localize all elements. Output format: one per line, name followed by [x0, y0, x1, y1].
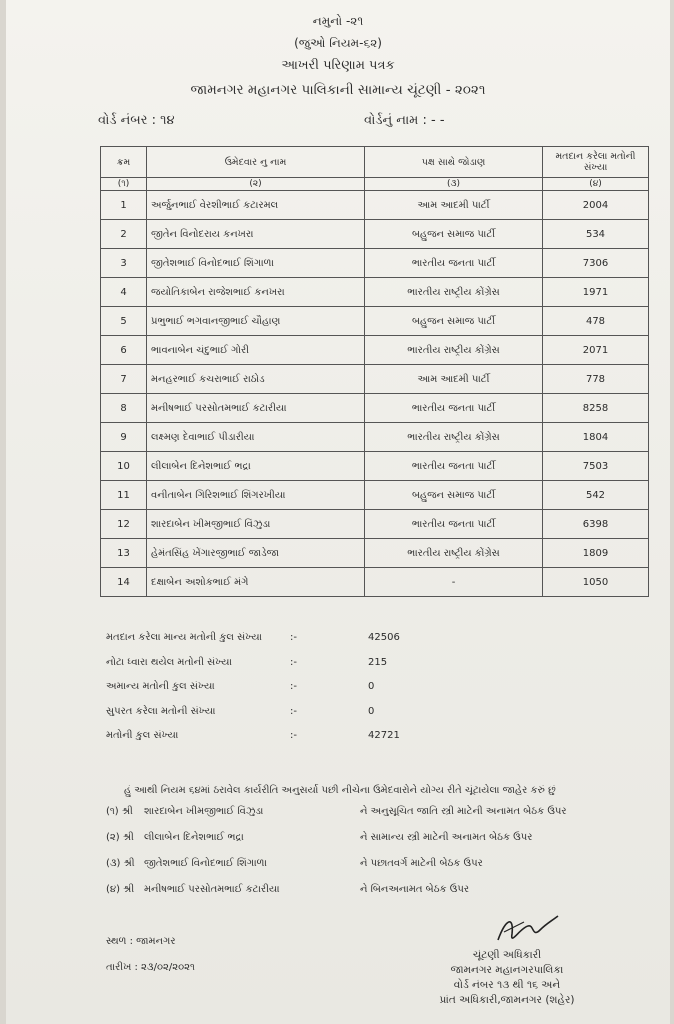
cell-votes: 2004: [543, 191, 649, 220]
col-header-votes: મતદાન કરેલા મતોની સંખ્યા: [543, 147, 649, 178]
cell-party: બહુજન સમાજ પાર્ટી: [365, 220, 543, 249]
winners-list: [106, 806, 626, 910]
officer-line: પ્રાંત અધિકારી,જામનગર (શહેર): [439, 994, 575, 1006]
winner-name: જીતેશભાઈ વિનોદભાઈ શિંગાળા: [144, 858, 267, 869]
col-header-party: પક્ષ સાથે જોડાણ: [365, 147, 543, 178]
cell-party: ભારતીય જનતા પાર્ટી: [365, 394, 543, 423]
summary-value: 0: [368, 705, 375, 717]
cell-serial: 12: [101, 510, 147, 539]
winner-name: શારદાબેન ખીમજીભાઈ વિંઝુડા: [144, 806, 264, 817]
winner-number: (૩) શ્રી: [106, 858, 135, 869]
summary-value: 215: [368, 656, 388, 668]
col-index: (૪): [543, 178, 649, 191]
summary-label: સુપરત કરેલા મતોની સંખ્યા: [106, 705, 216, 717]
cell-candidate: અર્જુનભાઈ વેરશીભાઈ કટારમલ: [147, 191, 365, 220]
cell-serial: 6: [101, 336, 147, 365]
declaration-text: હું આથી નિયમ ૬૪માં ઠરાવેલ કાર્યરીતિ અનુસર્યા પછી નીચેના ઉમેદવારોને યોગ્ય રીતે ચૂંટાયેલા જાહેર કરું છું: [124, 785, 556, 796]
table-row: [101, 510, 649, 539]
winner-number: (૨) શ્રી: [106, 832, 134, 843]
cell-party: ભારતીય જનતા પાર્ટી: [365, 452, 543, 481]
col-header-serial: ક્રમ: [101, 147, 147, 178]
rule-reference: (જુઓ નિયમ-૬૨): [294, 36, 382, 50]
col-index: (૩): [365, 178, 543, 191]
summary-value: 42721: [368, 730, 400, 741]
cell-candidate: શારદાબેન ખીમજીભાઈ વિંઝુડા: [147, 510, 365, 539]
cell-candidate: લીલાબેન દિનેશભાઈ ભદ્રા: [147, 452, 365, 481]
cell-party: આમ આદમી પાર્ટી: [365, 365, 543, 394]
table-header-row: [101, 147, 649, 178]
summary-colon: :-: [290, 730, 297, 741]
ward-number: વોર્ડ નંબર : ૧૪: [98, 113, 175, 128]
cell-serial: 7: [101, 365, 147, 394]
cell-serial: 11: [101, 481, 147, 510]
ward-name: વોર્ડનું નામ : - -: [364, 113, 445, 128]
cell-votes: 8258: [543, 394, 649, 423]
place-label: સ્થળ : જામનગર: [106, 936, 176, 947]
table-row: [101, 336, 649, 365]
winner-row: [106, 884, 626, 910]
vote-summary: [106, 632, 506, 755]
cell-candidate: મનીષભાઈ પરસોતમભાઈ કટારીયા: [147, 394, 365, 423]
cell-votes: 2071: [543, 336, 649, 365]
winner-row: [106, 832, 626, 858]
summary-row: [106, 730, 506, 755]
table-row: [101, 568, 649, 597]
table-row: [101, 249, 649, 278]
cell-party: બહુજન સમાજ પાર્ટી: [365, 307, 543, 336]
cell-serial: 10: [101, 452, 147, 481]
col-index: (૧): [101, 178, 147, 191]
table-row: [101, 365, 649, 394]
date-label: તારીખ : ૨૩/૦૨/૨૦૨૧: [106, 962, 195, 973]
winner-number: (૪) શ્રી: [106, 884, 135, 895]
officer-title: ચૂંટણી અધિકારી: [472, 949, 542, 961]
table-index-row: [101, 178, 649, 191]
summary-label: મતદાન કરેલા માન્ય મતોની કુલ સંખ્યા: [106, 632, 262, 643]
table-row: [101, 481, 649, 510]
cell-party: -: [365, 568, 543, 597]
summary-label: નોટા ધ્વારા થયેલ મતોની સંખ્યા: [106, 656, 232, 668]
cell-votes: 1804: [543, 423, 649, 452]
cell-candidate: મનહરભાઈ કચરાભાઈ રાઠોડ: [147, 365, 365, 394]
col-index: (૨): [147, 178, 365, 191]
summary-row: [106, 657, 506, 682]
cell-votes: 7503: [543, 452, 649, 481]
winner-name: મનીષભાઈ પરસોતમભાઈ કટારીયા: [144, 884, 280, 895]
cell-party: ભારતીય રાષ્ટ્રીય કોંગ્રેસ: [365, 336, 543, 365]
summary-row: [106, 632, 506, 657]
cell-candidate: વનીતાબેન ગિરિશભાઈ શિંગરખીયા: [147, 481, 365, 510]
cell-party: બહુજન સમાજ પાર્ટી: [365, 481, 543, 510]
table-row: [101, 423, 649, 452]
cell-serial: 13: [101, 539, 147, 568]
cell-votes: 542: [543, 481, 649, 510]
cell-party: ભારતીય જનતા પાર્ટી: [365, 510, 543, 539]
table-row: [101, 539, 649, 568]
cell-serial: 3: [101, 249, 147, 278]
summary-value: 0: [368, 681, 375, 692]
table-row: [101, 220, 649, 249]
cell-votes: 534: [543, 220, 649, 249]
winner-row: [106, 858, 626, 884]
col-header-candidate: ઉમેદવાર નુ નામ: [147, 147, 365, 178]
cell-candidate: દક્ષાબેન અશોકભાઈ મંગે: [147, 568, 365, 597]
table-row: [101, 452, 649, 481]
cell-serial: 4: [101, 278, 147, 307]
summary-label: અમાન્ય મતોની કુલ સંખ્યા: [106, 681, 215, 692]
cell-candidate: જીતેશભાઈ વિનોદભાઈ શિંગાળા: [147, 249, 365, 278]
summary-colon: :-: [290, 681, 297, 692]
cell-votes: 1971: [543, 278, 649, 307]
summary-label: મતોની કુલ સંખ્યા: [106, 730, 179, 741]
results-table: [100, 146, 649, 597]
document-title: આખરી પરિણામ પત્રક: [281, 58, 395, 73]
cell-serial: 2: [101, 220, 147, 249]
cell-votes: 1809: [543, 539, 649, 568]
cell-votes: 778: [543, 365, 649, 394]
cell-votes: 1050: [543, 568, 649, 597]
officer-line: વોર્ડ નંબર ૧૩ થી ૧૬ અને: [453, 979, 561, 991]
table-row: [101, 307, 649, 336]
summary-colon: :-: [290, 632, 297, 643]
cell-party: ભારતીય જનતા પાર્ટી: [365, 249, 543, 278]
cell-party: ભારતીય રાષ્ટ્રીય કોંગ્રેસ: [365, 539, 543, 568]
document-page: [6, 0, 670, 1024]
cell-party: ભારતીય રાષ્ટ્રીય કોંગ્રેસ: [365, 423, 543, 452]
form-number: નમુનો -૨૧: [312, 14, 364, 28]
cell-serial: 1: [101, 191, 147, 220]
officer-line: જામનગર મહાનગરપાલિકા: [450, 964, 564, 976]
cell-votes: 478: [543, 307, 649, 336]
cell-candidate: હેમંતસિંહ ખેંગારજીભાઈ જાડેજા: [147, 539, 365, 568]
cell-votes: 6398: [543, 510, 649, 539]
summary-colon: :-: [290, 705, 297, 717]
cell-votes: 7306: [543, 249, 649, 278]
winner-seat: ને સામાન્ય સ્ત્રી માટેની અનામત બેઠક ઉપર: [360, 832, 533, 843]
returning-officer-block: [422, 948, 592, 1008]
cell-candidate: લક્ષ્મણ દેવાભાઈ પીડારીયા: [147, 423, 365, 452]
winner-seat: ને અનુસૂચિત જાતિ સ્ત્રી માટેની અનામત બેઠક ઉપર: [360, 806, 567, 817]
table-row: [101, 278, 649, 307]
summary-row: [106, 681, 506, 706]
cell-serial: 5: [101, 307, 147, 336]
winner-number: (૧) શ્રી: [106, 806, 133, 817]
winner-row: [106, 806, 626, 832]
cell-candidate: ભાવનાબેન ચંદુભાઈ ગોરી: [147, 336, 365, 365]
cell-serial: 8: [101, 394, 147, 423]
cell-candidate: પ્રભુભાઈ ભગવાનજીભાઈ ચૌહાણ: [147, 307, 365, 336]
winner-seat: ને પછાતવર્ગ માટેની બેઠક ઉપર: [360, 858, 483, 869]
cell-serial: 9: [101, 423, 147, 452]
cell-candidate: જયોતિકાબેન રાજેશભાઈ કનખરા: [147, 278, 365, 307]
cell-candidate: જીતેન વિનોદરાય કનખરા: [147, 220, 365, 249]
cell-party: ભારતીય રાષ્ટ્રીય કોંગ્રેસ: [365, 278, 543, 307]
election-title: જામનગર મહાનગર પાલિકાની સામાન્ય ચૂંટણી - ૨૦૨૧: [190, 82, 486, 98]
table-row: [101, 191, 649, 220]
signature-icon: [494, 910, 564, 950]
winner-seat: ને બિનઅનામત બેઠક ઉપર: [360, 884, 469, 895]
summary-row: [106, 706, 506, 731]
winner-name: લીલાબેન દિનેશભાઈ ભદ્રા: [144, 832, 244, 843]
summary-value: 42506: [368, 632, 400, 643]
cell-serial: 14: [101, 568, 147, 597]
summary-colon: :-: [290, 656, 297, 668]
table-row: [101, 394, 649, 423]
cell-party: આમ આદમી પાર્ટી: [365, 191, 543, 220]
